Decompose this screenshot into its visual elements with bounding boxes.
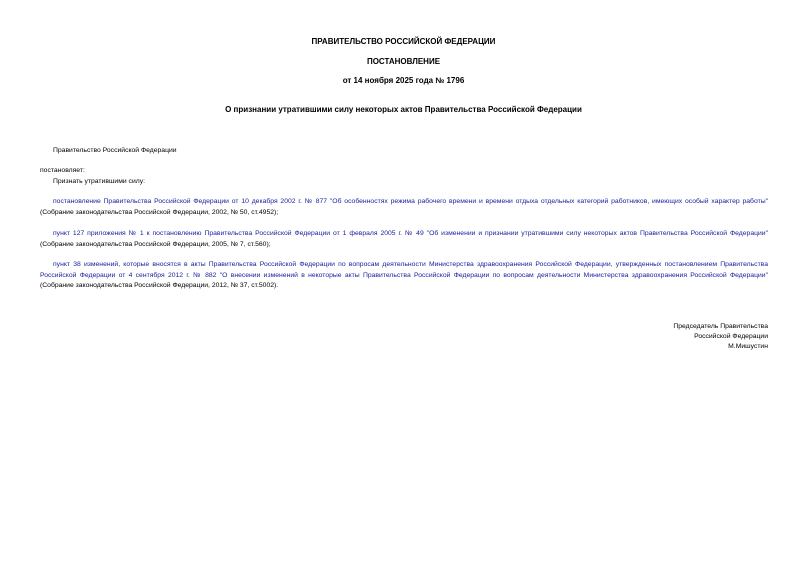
government-heading: ПРАВИТЕЛЬСТВО РОССИЙСКОЙ ФЕДЕРАЦИИ <box>311 37 496 46</box>
act-link[interactable]: пункт 127 приложения № 1 к постановлению Правительства Российской Федерации от 1 февраля 2005 г. № 49 "Об изменении и признании утратившими силу некоторых актов Правительства Российской Федерации" <box>53 230 768 237</box>
signatory-name: М.Мишустин <box>728 343 768 350</box>
document-subject: О признании утратившими силу некоторых актов Правительства Российской Федерации <box>225 105 582 114</box>
act-source: (Собрание законодательства Российской Федерации, 2002, № 50, ст.4952); <box>40 208 279 216</box>
document-type: ПОСТАНОВЛЕНИЕ <box>366 57 441 66</box>
list-item <box>40 229 768 250</box>
list-item <box>40 197 768 218</box>
act-source: (Собрание законодательства Российской Федерации, 2005, № 7, ст.560); <box>40 240 271 248</box>
signatory-position-2: Российской Федерации <box>694 333 768 340</box>
act-link[interactable]: пункт 38 изменений, которые вносятся в акты Правительства Российской Федерации по вопросам деятельности Министерства здравоохранения Российской Федерации, утвержденных постановлением Правительства Российской Федерации от 4 сентября 2012 г. № 882 "О внесении изменений в некоторые акты Правительства Российской Федерации по вопросам деятельности Министерства здравоохранения Российской Федерации" <box>40 261 768 279</box>
signatory-position: Председатель Правительства <box>673 323 768 330</box>
issuer-line: Правительство Российской Федерации <box>53 147 177 154</box>
act-link[interactable]: постановление Правительства Российской Федерации от 10 декабря 2002 г. № 877 "Об особенностях режима рабочего времени и времени отдыха отдельных категорий работников, имеющих особый характер работы" <box>53 198 768 205</box>
intro-line: Признать утратившими силу: <box>53 178 146 185</box>
list-item <box>40 260 768 292</box>
document-date-number: от 14 ноября 2025 года № 1796 <box>342 76 465 85</box>
act-source: (Собрание законодательства Российской Федерации, 2012, № 37, ст.5002). <box>40 282 279 289</box>
decrees-line: постановляет: <box>40 167 85 174</box>
